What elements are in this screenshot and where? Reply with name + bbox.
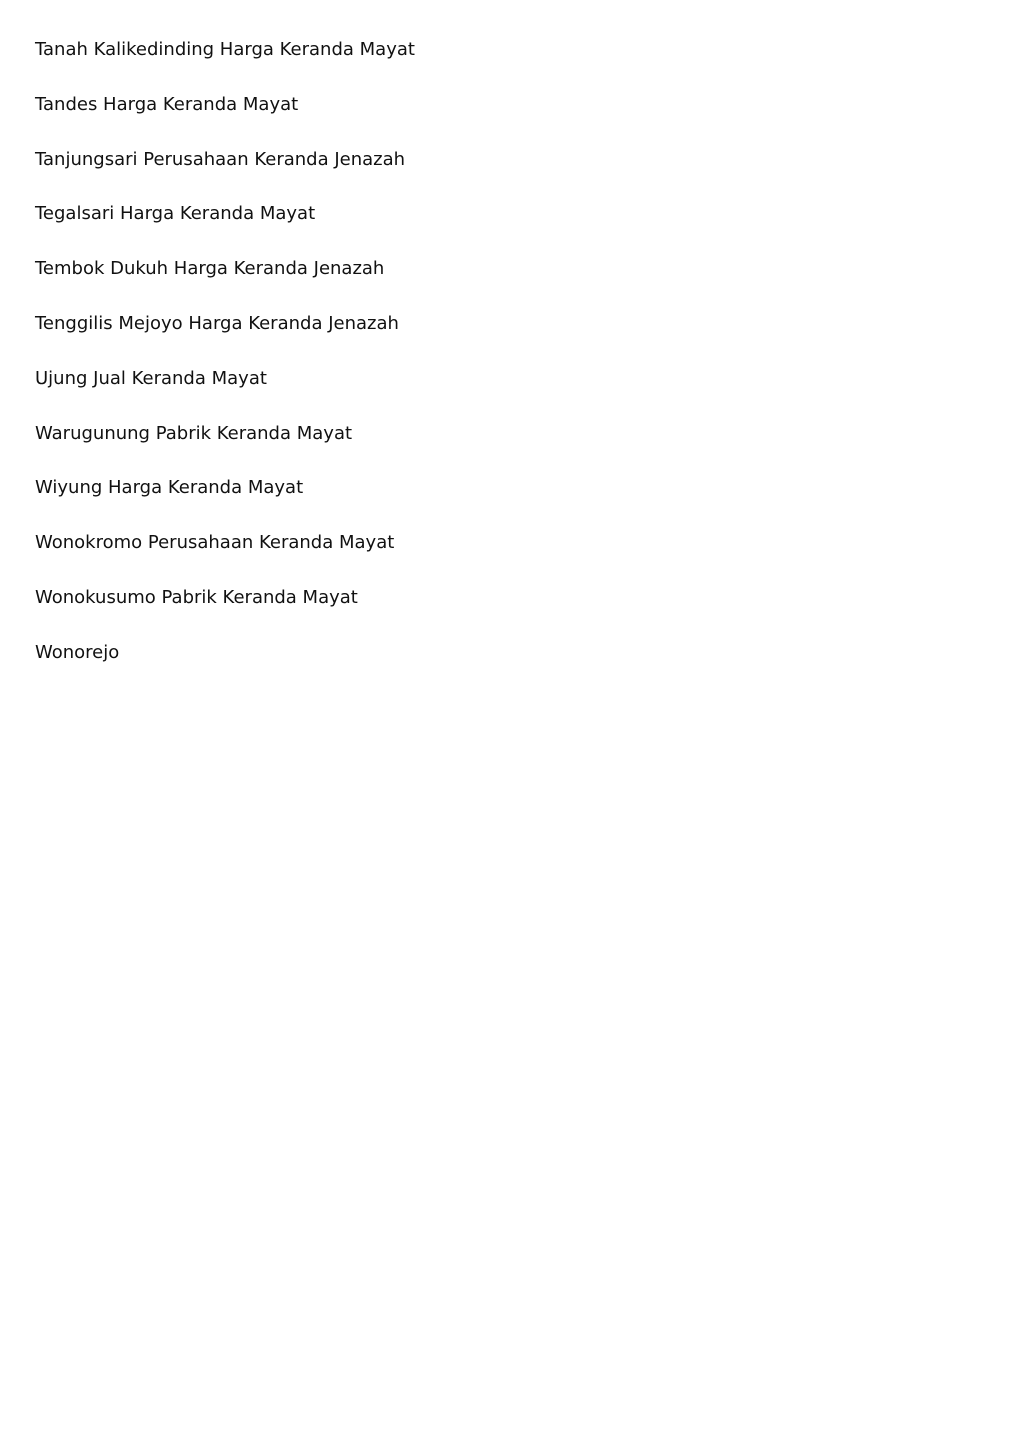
list-item[interactable]: Tanjungsari Perusahaan Keranda Jenazah [35,148,406,170]
list-item[interactable]: Wonorejo [35,641,120,663]
list-item[interactable]: Warugunung Pabrik Keranda Mayat [35,422,353,444]
link-list [35,36,415,694]
list-item[interactable]: Wonokromo Perusahaan Keranda Mayat [35,532,395,554]
list-item[interactable]: Tembok Dukuh Harga Keranda Jenazah [35,258,385,280]
list-item[interactable]: Tenggilis Mejoyo Harga Keranda Jenazah [35,312,399,334]
list-item[interactable]: Tegalsari Harga Keranda Mayat [35,203,316,225]
list-item[interactable]: Wonokusumo Pabrik Keranda Mayat [35,586,358,608]
list-item[interactable]: Wiyung Harga Keranda Mayat [35,477,304,499]
list-item[interactable]: Tanah Kalikedinding Harga Keranda Mayat [35,39,415,60]
list-item[interactable]: Tandes Harga Keranda Mayat [35,93,299,115]
list-item[interactable]: Ujung Jual Keranda Mayat [35,367,267,389]
